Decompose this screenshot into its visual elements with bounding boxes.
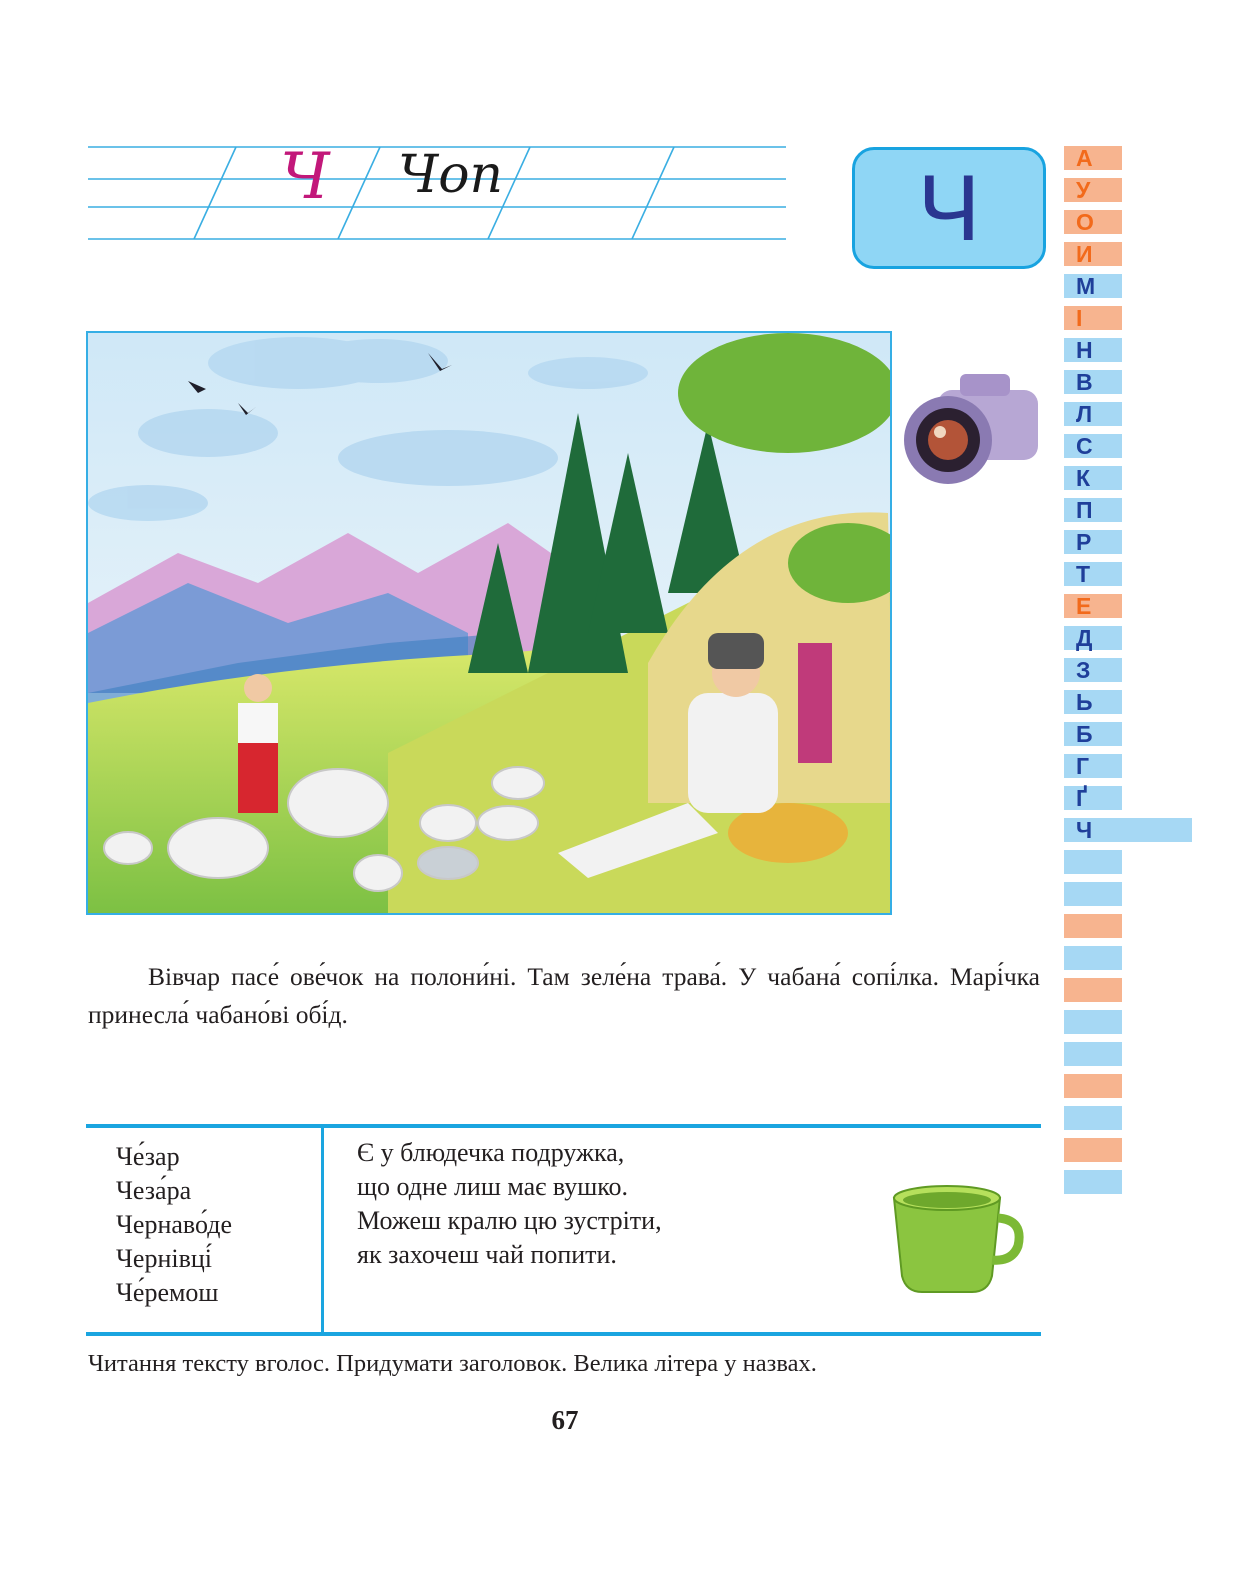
alphabet-tab: Т	[1064, 562, 1122, 586]
alphabet-tab: Е	[1064, 594, 1122, 618]
alphabet-tab: Ч	[1064, 818, 1192, 842]
letter-heading-box	[852, 147, 1046, 269]
riddle	[357, 1136, 662, 1272]
alphabet-tab: А	[1064, 146, 1122, 170]
alphabet-tab: Н	[1064, 338, 1122, 362]
list-item: Че́зар	[116, 1142, 180, 1171]
alphabet-tab: Ґ	[1064, 786, 1122, 810]
alphabet-tab: З	[1064, 658, 1122, 682]
alphabet-tab-empty	[1064, 1138, 1122, 1162]
table-top-rule	[86, 1124, 1041, 1128]
alphabet-tab: У	[1064, 178, 1122, 202]
table-bottom-rule	[86, 1332, 1041, 1336]
alphabet-tab-empty	[1064, 1042, 1122, 1066]
alphabet-tab: Ь	[1064, 690, 1122, 714]
list-item: Чернівці́	[116, 1244, 212, 1273]
illustration-shepherd	[86, 331, 892, 915]
riddle-line: як захочеш чай попити.	[357, 1240, 617, 1269]
reading-paragraph: Вівчар пасе́ ове́чок на полони́ні. Там зеле́на трава́. У чабана́ сопі́лка. Марі́чка принесла́ чабано́ві обі́д.	[88, 962, 1040, 1029]
shepherd-scene	[88, 333, 892, 915]
list-item: Чеза́ра	[116, 1176, 192, 1205]
handwritten-letter: Ч	[280, 140, 330, 214]
alphabet-tab: В	[1064, 370, 1122, 394]
page-number: 67	[551, 1405, 579, 1435]
table-divider	[321, 1128, 324, 1334]
alphabet-index	[1064, 146, 1194, 1202]
alphabet-tab-empty	[1064, 850, 1122, 874]
alphabet-tab-empty	[1064, 1074, 1122, 1098]
alphabet-tab: Л	[1064, 402, 1122, 426]
alphabet-tab: О	[1064, 210, 1122, 234]
alphabet-tab: П	[1064, 498, 1122, 522]
word-list	[116, 1140, 232, 1310]
letter-heading: Ч	[917, 155, 981, 260]
alphabet-tab: Г	[1064, 754, 1122, 778]
alphabet-tab-empty	[1064, 1170, 1122, 1194]
list-item: Чернаво́де	[116, 1210, 233, 1239]
camera-icon	[898, 360, 1058, 490]
alphabet-tab-empty	[1064, 882, 1122, 906]
alphabet-tab: Д	[1064, 626, 1122, 650]
alphabet-tab: С	[1064, 434, 1122, 458]
handwritten-word: Чоп	[398, 145, 503, 205]
instruction-note: Читання тексту вголос. Придумати заголовок. Велика літера у назвах.	[88, 1350, 817, 1377]
alphabet-tab-empty	[1064, 1106, 1122, 1130]
riddle-line: що одне лиш має вушко.	[357, 1172, 629, 1201]
alphabet-tab-empty	[1064, 978, 1122, 1002]
alphabet-tab: М	[1064, 274, 1122, 298]
alphabet-tab-empty	[1064, 946, 1122, 970]
alphabet-tab-empty	[1064, 914, 1122, 938]
alphabet-tab-empty	[1064, 1010, 1122, 1034]
list-item: Че́ремош	[116, 1278, 219, 1307]
cup-icon	[888, 1180, 1028, 1298]
alphabet-tab: Р	[1064, 530, 1122, 554]
riddle-line: Є у блюдечка подружка,	[357, 1138, 625, 1167]
alphabet-tab: І	[1064, 306, 1122, 330]
alphabet-tab: К	[1064, 466, 1122, 490]
alphabet-tab: Б	[1064, 722, 1122, 746]
alphabet-tab: И	[1064, 242, 1122, 266]
riddle-line: Можеш кралю цю зустріти,	[357, 1206, 662, 1235]
